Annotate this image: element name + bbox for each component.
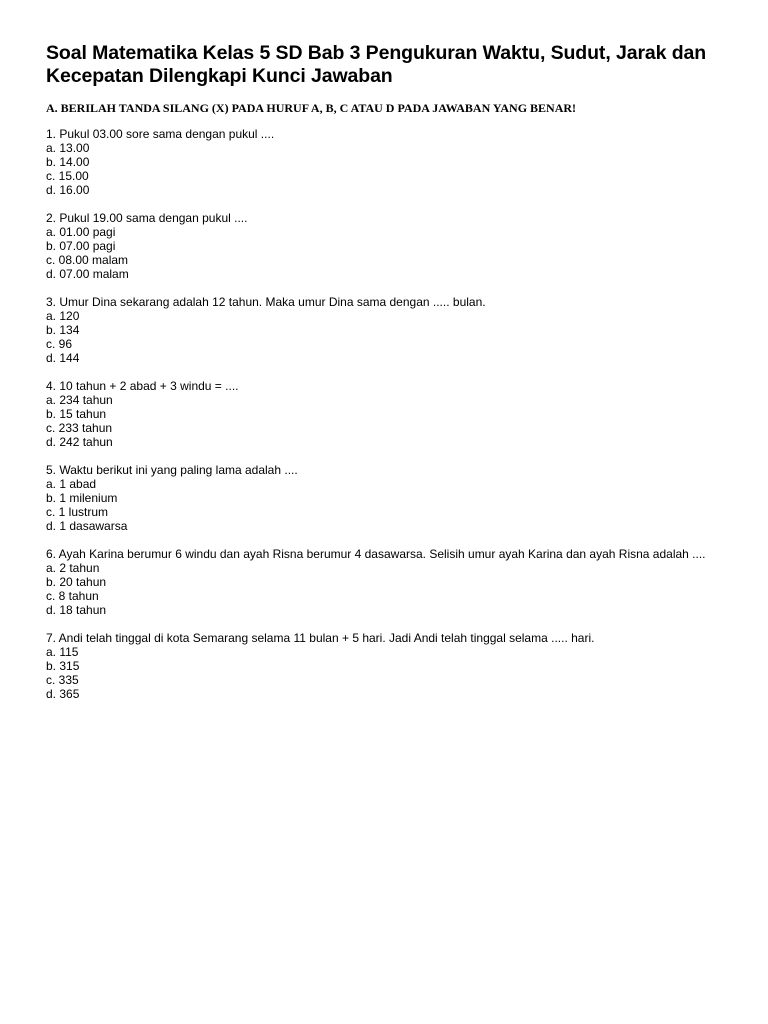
- option-b: b. 134: [46, 323, 80, 337]
- option-b: b. 1 milenium: [46, 491, 118, 505]
- option-a: a. 120: [46, 309, 80, 323]
- option-c: c. 8 tahun: [46, 589, 99, 603]
- question-text: 4. 10 tahun + 2 abad + 3 windu = ....: [46, 379, 239, 393]
- page-title-line-2: Kecepatan Dilengkapi Kunci Jawaban: [46, 65, 393, 87]
- option-d: d. 365: [46, 687, 80, 701]
- question-text: 6. Ayah Karina berumur 6 windu dan ayah Risna berumur 4 dasawarsa. Selisih umur ayah Karina dan ayah Risna adalah ....: [46, 547, 706, 561]
- page-title: [46, 42, 718, 88]
- question-3: [46, 295, 718, 365]
- option-b: b. 07.00 pagi: [46, 239, 116, 253]
- option-d: d. 1 dasawarsa: [46, 519, 128, 533]
- question-7: [46, 631, 718, 701]
- option-c: c. 96: [46, 337, 73, 351]
- option-c: c. 233 tahun: [46, 421, 113, 435]
- question-6: [46, 547, 718, 617]
- question-4: [46, 379, 718, 449]
- option-b: b. 15 tahun: [46, 407, 107, 421]
- option-c: c. 335: [46, 673, 79, 687]
- question-1: [46, 127, 718, 197]
- option-d: d. 16.00: [46, 183, 90, 197]
- option-d: d. 18 tahun: [46, 603, 107, 617]
- page-title-line-1: Soal Matematika Kelas 5 SD Bab 3 Pengukuran Waktu, Sudut, Jarak dan: [46, 42, 707, 64]
- option-c: c. 1 lustrum: [46, 505, 109, 519]
- option-c: c. 08.00 malam: [46, 253, 129, 267]
- option-a: a. 2 tahun: [46, 561, 100, 575]
- question-text: 2. Pukul 19.00 sama dengan pukul ....: [46, 211, 248, 225]
- option-b: b. 315: [46, 659, 80, 673]
- option-a: a. 115: [46, 645, 79, 659]
- question-5: [46, 463, 718, 533]
- option-d: d. 07.00 malam: [46, 267, 129, 281]
- option-b: b. 14.00: [46, 155, 90, 169]
- question-text: 3. Umur Dina sekarang adalah 12 tahun. Maka umur Dina sama dengan ..... bulan.: [46, 295, 486, 309]
- option-b: b. 20 tahun: [46, 575, 107, 589]
- option-c: c. 15.00: [46, 169, 89, 183]
- question-text: 7. Andi telah tinggal di kota Semarang selama 11 bulan + 5 hari. Jadi Andi telah tinggal selama ..... hari.: [46, 631, 595, 645]
- question-text: 5. Waktu berikut ini yang paling lama adalah ....: [46, 463, 298, 477]
- option-a: a. 13.00: [46, 141, 90, 155]
- option-d: d. 144: [46, 351, 80, 365]
- option-a: a. 01.00 pagi: [46, 225, 116, 239]
- question-2: [46, 211, 718, 281]
- question-text: 1. Pukul 03.00 sore sama dengan pukul ....: [46, 127, 275, 141]
- option-a: a. 1 abad: [46, 477, 97, 491]
- option-d: d. 242 tahun: [46, 435, 113, 449]
- question-list: [46, 127, 718, 701]
- section-instruction: A. BERILAH TANDA SILANG (X) PADA HURUF A, B, C ATAU D PADA JAWABAN YANG BENAR!: [46, 101, 577, 115]
- option-a: a. 234 tahun: [46, 393, 113, 407]
